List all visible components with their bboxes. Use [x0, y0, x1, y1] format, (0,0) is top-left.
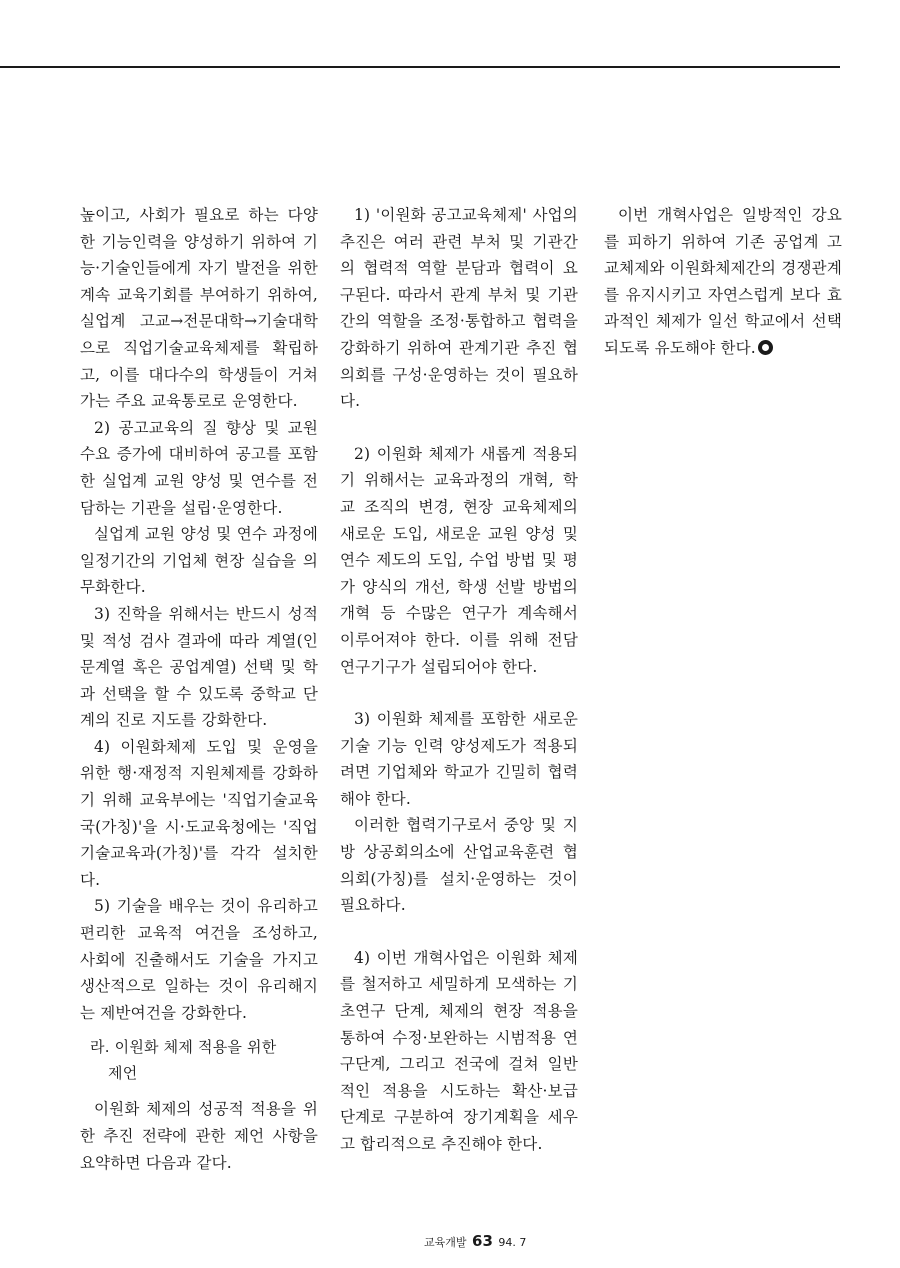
- paragraph: 1) '이원화 공고교육체제' 사업의 추진은 여러 관련 부처 및 기관간의 협력적 역할 분담과 협력이 요구된다. 따라서 관계 부처 및 기관간의 역할을 조정·통합하고 협력을 강화하기 위하여 관계기관 추진 협의회를 구성·운영하는 것이 필요하다.: [340, 206, 578, 411]
- page-footer: [424, 1232, 526, 1250]
- paragraph: 3) 진학을 위해서는 반드시 성적 및 적성 검사 결과에 따라 계열(인문계열 혹은 공업계열) 선택 및 학과 선택을 할 수 있도록 중학교 단계의 진로 지도를 강화한다.: [80, 604, 318, 730]
- paragraph: 2) 이원화 체제가 새롭게 적용되기 위해서는 교육과정의 개혁, 학교 조직의 변경, 현장 교육체제의 새로운 도입, 새로운 교원 양성 및 연수 제도의 도입, 수업 방법 및 평가 양식의 개선, 학생 선발 방법의 개혁 등 수많은 연구가 계속해서 이루어져야 한다. 이를 위해 전담 연구기구가 설립되어야 한다.: [340, 444, 578, 676]
- paragraph: [604, 202, 842, 362]
- issue-date: 94. 7: [498, 1236, 527, 1249]
- page-number: 63: [472, 1232, 493, 1250]
- paragraph: 3) 이원화 체제를 포함한 새로운 기술 기능 인력 양성제도가 적용되려면 기업체와 학교가 긴밀히 협력해야 한다.: [340, 710, 578, 808]
- journal-name: 교육개발: [424, 1236, 467, 1249]
- paragraph: 4) 이번 개혁사업은 이원화 체제를 철저하고 세밀하게 모색하는 기초연구 단계, 체제의 현장 적용을 통하여 수정·보완하는 시범적용 연구단계, 그리고 전국에 걸쳐 일반적인 적용을 시도하는 확산·보급 단계로 구분하여 장기계획을 세우고 합리적으로 추진해야 한다.: [340, 948, 578, 1153]
- paragraph: 5) 기술을 배우는 것이 유리하고 편리한 교육적 여건을 조성하고, 사회에 진출해서도 기술을 가지고 생산적으로 일하는 것이 유리해지는 제반여건을 강화한다.: [80, 897, 318, 1022]
- column-right: [604, 202, 842, 362]
- column-left: [80, 202, 318, 1176]
- paragraph: 2) 공고교육의 질 향상 및 교원 수요 증가에 대비하여 공고를 포함한 실업계 교원 양성 및 연수를 전담하는 기관을 설립·운영한다.: [80, 418, 318, 517]
- paragraph: 높이고, 사회가 필요로 하는 다양한 기능인력을 양성하기 위하여 기능·기술인들에게 자기 발전을 위한 계속 교육기회를 부여하기 위하여, 실업계 고교→전문대학→기술대학으로 직업기술교육체제를 확립하고, 이를 대다수의 학생들이 거쳐가는 주요 교육통로로 운영한다.: [80, 206, 318, 411]
- paragraph: 이원화 체제의 성공적 적용을 위한 추진 전략에 관한 제언 사항을 요약하면 다음과 같다.: [80, 1100, 318, 1172]
- paragraph: 4) 이원화체제 도입 및 운영을 위한 행·재정적 지원체제를 강화하기 위해 교육부에는 '직업기술교육국(가칭)'을 시·도교육청에는 '직업기술교육과(가칭)'를 각각 설치한다.: [80, 737, 318, 889]
- paragraph: 실업계 교원 양성 및 연수 과정에 일정기간의 기업체 현장 실습을 의무화한다.: [80, 525, 318, 597]
- section-heading: 라. 이원화 체제 적용을 위한: [90, 1038, 277, 1057]
- end-mark-icon: [758, 340, 773, 355]
- section-heading-cont: 제언: [108, 1064, 138, 1083]
- column-middle: [340, 202, 578, 1158]
- paragraph-text: 이번 개혁사업은 일방적인 강요를 피하기 위하여 기존 공업계 고교체제와 이원화체제간의 경쟁관계를 유지시키고 자연스럽게 보다 효과적인 체제가 일선 학교에서 선택되도록 유도해야 한다.: [604, 206, 842, 357]
- paragraph: 이러한 협력기구로서 중앙 및 지방 상공회의소에 산업교육훈련 협의회(가칭)를 설치·운영하는 것이 필요하다.: [340, 816, 578, 915]
- top-rule: [0, 66, 840, 68]
